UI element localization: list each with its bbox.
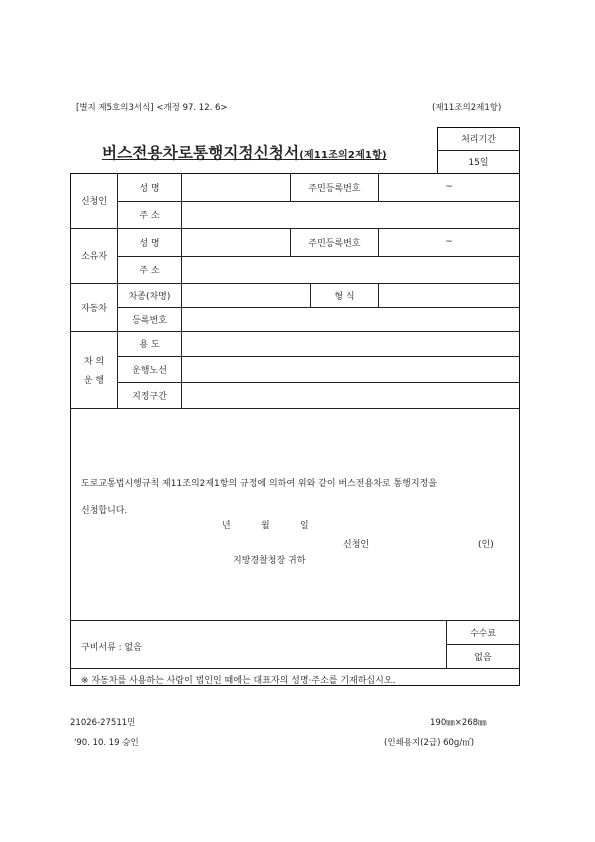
form-title-main: 버스전용차로통행지정신청서 [102, 144, 300, 162]
owner-section-label: 소유자 [80, 252, 108, 262]
operation-use-label: 용 도 [139, 340, 160, 350]
applicant-address-field[interactable] [182, 202, 518, 227]
vehicle-section-label: 자동차 [80, 303, 108, 314]
article-reference: (제11조의2제1항) [432, 103, 502, 113]
divider-operation-statement [70, 408, 520, 409]
footer-code: 21026-27511민 [70, 718, 136, 728]
applicant-rrn-separator: ~ [445, 182, 453, 192]
operation-zone-field[interactable] [182, 383, 518, 407]
processing-period-label: 처리기간 [461, 135, 496, 145]
applicant-rrn-field[interactable] [379, 173, 519, 201]
footer-approval: '90. 10. 19 승인 [74, 738, 139, 748]
note-text: ※ 자동차를 사용하는 사람이 법인인 때에는 대표자의 성명·주소를 기재하십시오. [81, 676, 396, 686]
date-month-label: 월 [261, 521, 270, 531]
owner-name-label: 성 명 [139, 238, 160, 249]
seal-mark: (인) [478, 540, 494, 550]
owner-address-field[interactable] [182, 257, 518, 282]
operation-section-label [71, 331, 117, 408]
form-title [102, 141, 387, 163]
vehicle-model-field[interactable] [182, 284, 309, 306]
owner-rrn-field[interactable] [379, 228, 519, 256]
owner-name-field[interactable] [182, 229, 289, 255]
vehicle-registration-label: 등록번호 [132, 315, 167, 326]
operation-route-field[interactable] [182, 357, 518, 381]
vehicle-model-label: 차종(차명) [128, 291, 171, 302]
applicant-section-label: 신청인 [80, 197, 108, 207]
owner-rrn-label: 주민등록번호 [308, 238, 361, 249]
owner-address-label: 주 소 [139, 266, 160, 276]
operation-section-label-line1: 차 의 [83, 356, 105, 367]
statement-line-2: 신청합니다. [81, 506, 128, 516]
table-right-border [519, 127, 520, 686]
statement-line-1: 도로교통법시행규칙 제11조의2제1항의 규정에 의하여 위와 같이 버스전용차로 통행지정을 [81, 479, 437, 489]
date-year-label: 년 [222, 521, 231, 531]
operation-zone-label: 지정구간 [132, 391, 167, 402]
footer-paper: (인쇄용지(2급) 60g/㎡) [384, 738, 475, 748]
applicant-rrn-label: 주민등록번호 [308, 183, 361, 194]
owner-rrn-separator: ~ [445, 237, 453, 247]
vehicle-type-field[interactable] [379, 284, 518, 306]
operation-use-field[interactable] [182, 332, 518, 355]
applicant-name-label: 성 명 [139, 183, 160, 194]
required-documents-label: 구비서류 : 없음 [81, 643, 142, 653]
vehicle-registration-field[interactable] [182, 308, 518, 330]
statement-applicant-label: 신청인 [343, 540, 370, 550]
processing-period-value: 15일 [468, 158, 489, 168]
operation-section-label-line2: 운 행 [83, 375, 105, 386]
divider-attachments-note [70, 668, 520, 669]
fee-value: 없음 [474, 652, 492, 663]
applicant-name-field[interactable] [182, 174, 289, 200]
operation-route-label: 운행노선 [132, 365, 167, 376]
date-day-label: 일 [300, 521, 309, 531]
fee-label: 수수료 [469, 628, 497, 639]
vehicle-type-label: 형 식 [334, 291, 355, 302]
applicant-address-label: 주 소 [139, 211, 160, 221]
form-title-sub: (제11조의2제1항) [299, 150, 387, 161]
form-reference: [별지 제5호의3서식] <개정 97. 12. 6> [76, 103, 228, 113]
recipient-label: 지방경찰청장 귀하 [233, 556, 306, 566]
footer-size: 190㎜×268㎜ [430, 718, 487, 728]
